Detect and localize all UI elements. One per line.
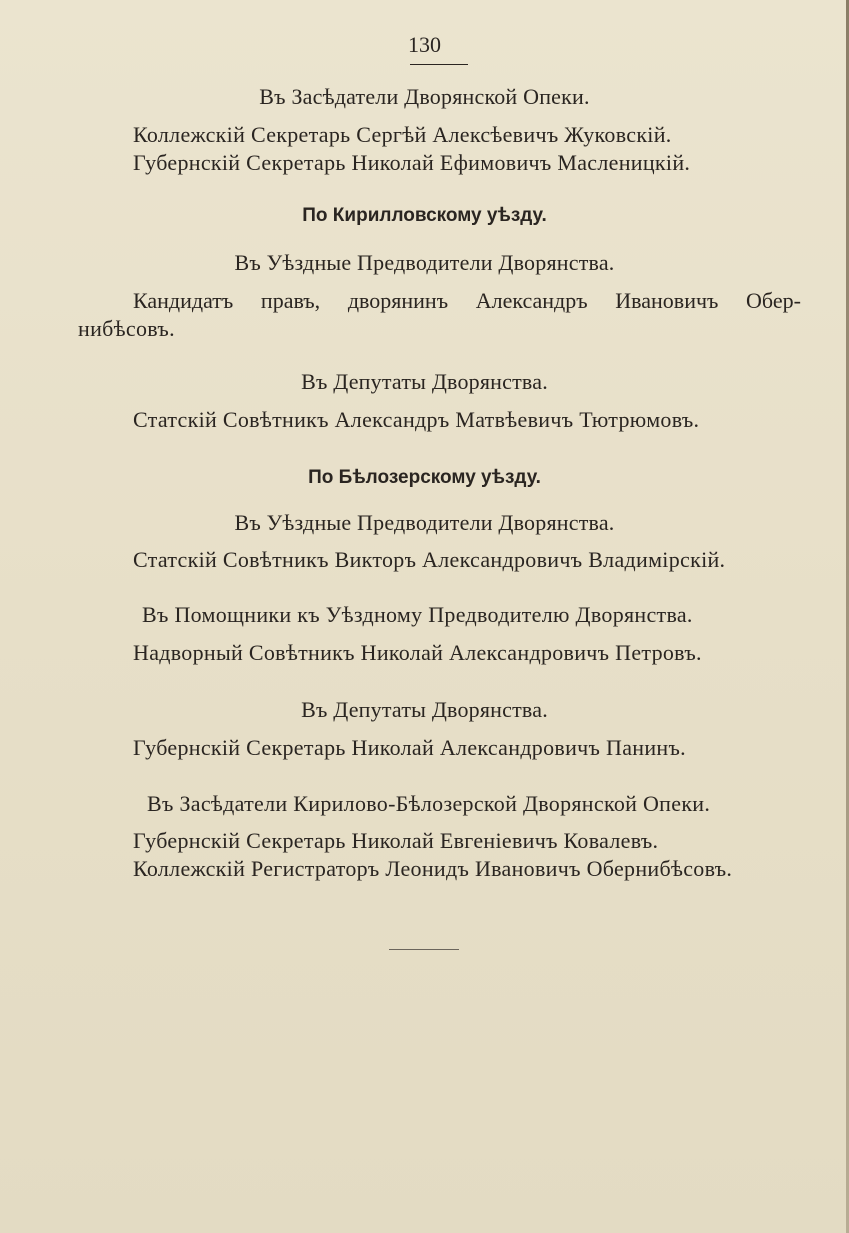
entry-line: Статскій Совѣтникъ Александръ Матвѣевичъ Тютрюмовъ.	[133, 407, 700, 432]
section-title-kirillov: По Кирилловскому уѣзду.	[302, 205, 547, 226]
entry-line: Губернскій Секретарь Николай Александровичъ Панинъ.	[133, 735, 686, 760]
page-number: 130	[408, 32, 441, 57]
heading-deputaty: Въ Депутаты Дворянства.	[301, 369, 548, 394]
entry-line-continuation: нибѣсовъ.	[78, 316, 175, 341]
entry-word: Кандидатъ	[133, 288, 234, 313]
heading-zasedateli-kirilovo: Въ Засѣдатели Кирилово-Бѣлозерской Дворянской Опеки.	[147, 791, 711, 816]
heading-zasedateli-opeki: Въ Засѣдатели Дворянской Опеки.	[259, 84, 590, 109]
heading-pomoshchniki: Въ Помощники къ Уѣздному Предводителю Дворянства.	[142, 602, 693, 627]
entry-line-justified	[133, 288, 801, 314]
entry-line: Коллежскій Секретарь Сергѣй Алексѣевичъ Жуковскій.	[133, 122, 672, 147]
entry-word: правъ,	[260, 288, 321, 313]
section-title-belozersk: По Бѣлозерскому уѣзду.	[308, 467, 541, 488]
entry-word: Ивановичъ	[615, 288, 719, 313]
heading-deputaty: Въ Депутаты Дворянства.	[301, 697, 548, 722]
entry-line: Надворный Совѣтникъ Николай Александровичъ Петровъ.	[133, 640, 702, 665]
entry-line: Губернскій Секретарь Николай Ефимовичъ Масленицкій.	[133, 150, 691, 175]
entry-word: Александръ	[475, 288, 588, 313]
page-number-rule	[410, 64, 468, 65]
heading-predvoditeli: Въ Уѣздные Предводители Дворянства.	[234, 510, 615, 535]
entry-word: дворянинъ	[347, 288, 449, 313]
entry-line: Губернскій Секретарь Николай Евгеніевичъ Ковалевъ.	[133, 828, 659, 853]
entry-word: Обер-	[746, 288, 801, 313]
heading-predvoditeli: Въ Уѣздные Предводители Дворянства.	[234, 250, 615, 275]
entry-line: Коллежскій Регистраторъ Леонидъ Ивановичъ Обернибѣсовъ.	[133, 856, 733, 881]
entry-line: Статскій Совѣтникъ Викторъ Александровичъ Владимірскій.	[133, 547, 726, 572]
closing-rule	[389, 949, 459, 950]
